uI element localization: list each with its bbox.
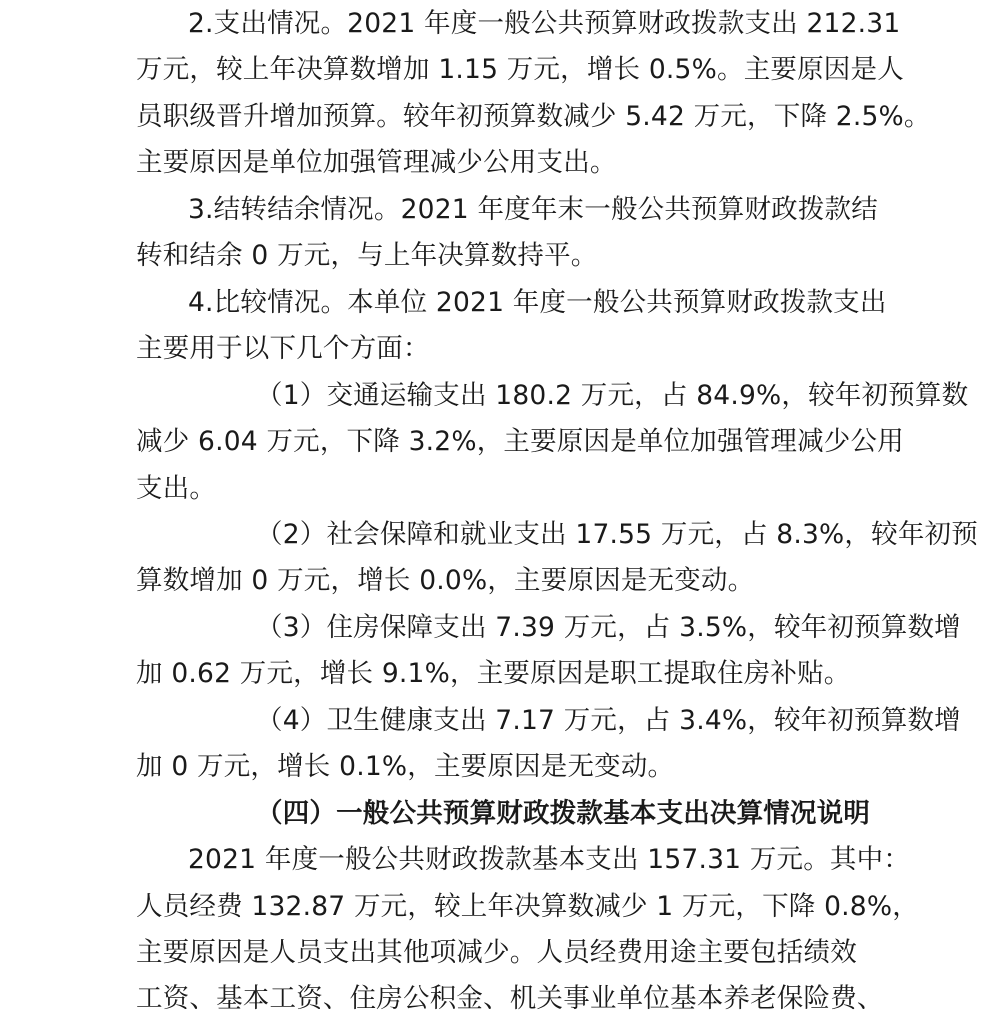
text-line: 算数增加 0 万元，增长 0.0%，主要原因是无变动。: [136, 565, 755, 597]
text-line: 万元，较上年决算数增加 1.15 万元，增长 0.5%。主要原因是人: [136, 54, 904, 86]
text-line: 转和结余 0 万元，与上年决算数持平。: [136, 240, 598, 272]
text-line: 员职级晋升增加预算。较年初预算数减少 5.42 万元，下降 2.5%。: [136, 100, 931, 132]
text-line: 支出。: [136, 472, 217, 504]
section-heading: （四）一般公共预算财政拨款基本支出决算情况说明: [256, 797, 871, 829]
text-line: 减少 6.04 万元，下降 3.2%，主要原因是单位加强管理减少公用: [136, 426, 904, 458]
text-line: 加 0.62 万元，增长 9.1%，主要原因是职工提取住房补贴。: [136, 658, 851, 690]
text-line: 工资、基本工资、住房公积金、机关事业单位基本养老保险费、: [136, 983, 884, 1015]
text-line: 主要原因是单位加强管理减少公用支出。: [136, 147, 617, 179]
text-line: 加 0 万元，增长 0.1%，主要原因是无变动。: [136, 751, 675, 783]
text-line: 2.支出情况。2021 年度一般公共预算财政拨款支出 212.31: [188, 8, 901, 39]
text-line: 主要用于以下几个方面：: [136, 333, 430, 365]
text-line: 人员经费 132.87 万元，较上年决算数减少 1 万元，下降 0.8%，: [136, 890, 919, 922]
text-line: （2）社会保障和就业支出 17.55 万元，占 8.3%，较年初预: [256, 518, 978, 550]
text-line: 2021 年度一般公共财政拨款基本支出 157.31 万元。其中：: [188, 844, 911, 876]
text-line: （1）交通运输支出 180.2 万元，占 84.9%，较年初预算数: [256, 379, 969, 411]
text-line: 3.结转结余情况。2021 年度年末一般公共预算财政拨款结: [188, 193, 878, 225]
text-line: 主要原因是人员支出其他项减少。人员经费用途主要包括绩效: [136, 937, 857, 968]
text-line: （4）卫生健康支出 7.17 万元，占 3.4%，较年初预算数增: [256, 704, 961, 736]
text-line: 4.比较情况。本单位 2021 年度一般公共预算财政拨款支出: [188, 286, 887, 318]
text-line: （3）住房保障支出 7.39 万元，占 3.5%，较年初预算数增: [256, 611, 961, 643]
